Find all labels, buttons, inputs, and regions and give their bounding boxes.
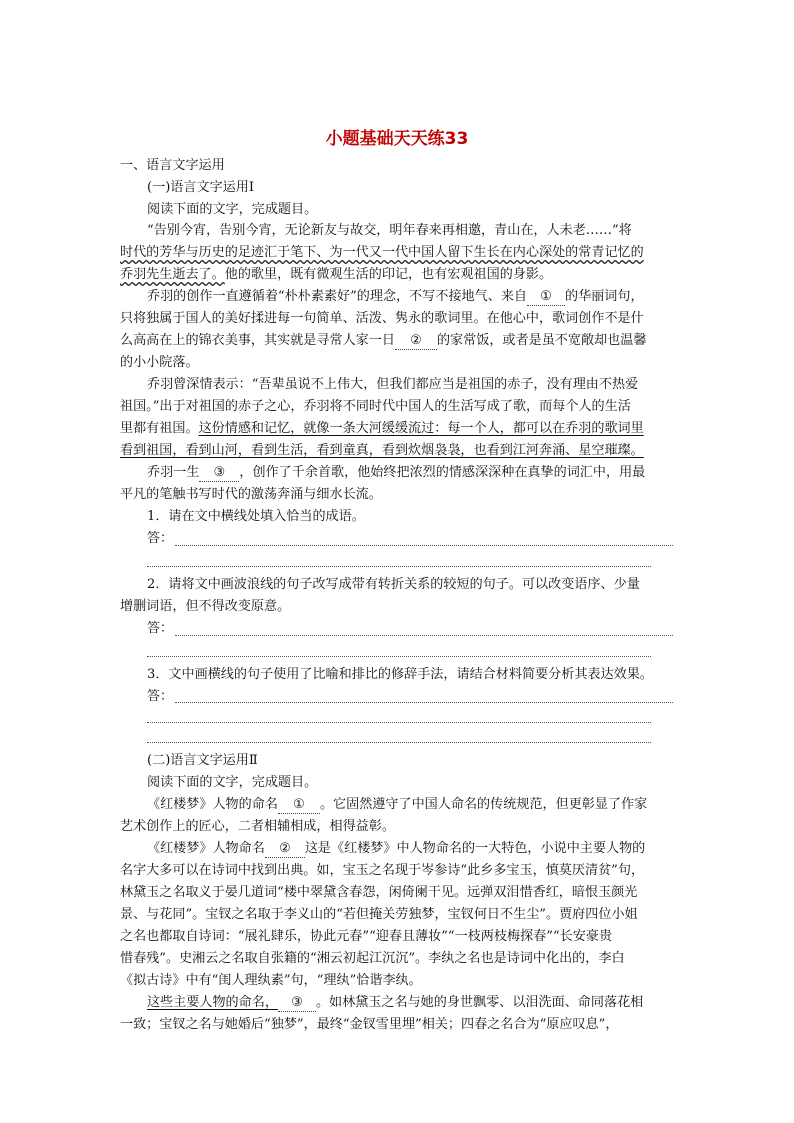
passage1-line: 乔羽一生 ③ ，创作了千余首歌，他始终把浓烈的情感深深种在真挚的词汇中，用最 xyxy=(147,465,646,480)
passage2-line: 名字大多可以在诗词中找到出典。如，宝玉之名现于岑参诗“此乡多宝玉，慎莫厌清贫”句， xyxy=(120,863,645,878)
passage2-line: 林黛玉之名取义于晏几道词“楼中翠黛含春怨，闲倚阑干见。远弹双泪惜香红，暗恨玉颜光 xyxy=(120,885,638,900)
passage1-line: 乔羽曾深情表示：“吾辈虽说不上伟大，但我们都应当是祖国的赤子，没有理由不热爱 xyxy=(147,377,639,392)
blank-3: ③ xyxy=(199,465,239,482)
passage2-line: 之名也都取自诗词：“展礼肆乐，协此元春”“迎春且薄妆”“一枝两枝梅探春”“长安豪贵 xyxy=(120,929,613,944)
blank-1: ① xyxy=(278,797,320,814)
answer-line[interactable] xyxy=(147,722,651,723)
passage2-line: 惜春残”。史湘云之名取自张籍的“湘云初起江沉沉”。李纨之名也是诗词中化出的，李白 xyxy=(120,951,625,966)
passage1-line: 里都有祖国。这份情感和记忆，就像一条大河缓缓流过：每一个人，都可以在乔羽的歌词里 xyxy=(120,421,644,436)
answer-line[interactable] xyxy=(147,656,651,657)
blank-2: ② xyxy=(395,333,437,350)
question-2-cont: 增删词语，但不得改变原意。 xyxy=(120,599,291,614)
subsection-heading-2: (二)语言文字运用Ⅱ xyxy=(147,753,258,768)
passage1-line: 平凡的笔触书写时代的激荡奔涌与细水长流。 xyxy=(120,487,382,502)
wavy-sentence-end: 乔羽先生逝去了。 xyxy=(120,267,225,282)
passage1-line: 乔羽先生逝去了。他的歌里，既有微观生活的印记，也有宏观祖国的身影。 xyxy=(120,267,553,282)
blank-1: ① xyxy=(527,289,565,306)
passage1-line: “告别今宵，告别今宵，无论新友与故交，明年春来再相邀，青山在，人未老……”将 xyxy=(147,223,632,238)
wavy-sentence-line xyxy=(120,242,644,264)
answer-line[interactable] xyxy=(147,566,651,567)
underlined-sentence-end: 看到祖国，看到山河，看到生活，看到童真，看到炊烟袅袅，也看到江河奔涌、星空璀璨。 xyxy=(120,443,644,458)
answer-line[interactable] xyxy=(175,702,673,703)
section-heading: 一、语言文字运用 xyxy=(120,158,225,173)
subsection-heading-1: (一)语言文字运用Ⅰ xyxy=(147,180,255,195)
answer-line[interactable] xyxy=(175,635,673,636)
wavy-sentence: 时代的芳华与历史的足迹汇于笔下、为一代又一代中国人留下生长在内心深处的常青记忆的 xyxy=(120,245,644,260)
passage2-line: 一致；宝钗之名与她婚后“独梦”，最终“金钗雪里埋”相关；四春之名合为“原应叹息”， xyxy=(120,1017,619,1032)
answer-label: 答： xyxy=(147,621,174,636)
page-title: 小题基础天天练33 xyxy=(325,129,469,149)
passage1-line: 么高高在上的锦衣美事，其实就是寻常人家一日 ② 的家常饭，或者是虽不宽敞却也温馨 xyxy=(120,333,647,348)
blank-3: ③ xyxy=(278,995,316,1012)
passage1-line: 的小小院落。 xyxy=(120,355,199,370)
answer-line[interactable] xyxy=(147,742,651,743)
instruction-2: 阅读下面的文字，完成题目。 xyxy=(147,775,318,790)
question-1: 1．请在文中横线处填入恰当的成语。 xyxy=(147,509,365,524)
question-2: 2．请将文中画波浪线的句子改写成带有转折关系的较短的句子。可以改变语序、少量 xyxy=(147,577,640,592)
answer-line[interactable] xyxy=(175,545,673,546)
question-3: 3．文中画横线的句子使用了比喻和排比的修辞手法，请结合材料简要分析其表达效果。 xyxy=(147,667,653,682)
answer-label: 答： xyxy=(147,531,174,546)
passage2-line: 《红楼梦》人物的命名 ① 。它固然遵守了中国人命名的传统规范，但更彰显了作家 xyxy=(147,797,648,812)
passage2-line: 艺术创作上的匠心，二者相辅相成，相得益彰。 xyxy=(120,819,395,834)
answer-label: 答： xyxy=(147,689,174,704)
underlined-sentence-line xyxy=(120,440,644,462)
instruction-1: 阅读下面的文字，完成题目。 xyxy=(147,202,318,217)
passage1-line: 祖国。”出于对祖国的赤子之心，乔羽将不同时代中国人的生活写成了歌，而每个人的生活 xyxy=(120,399,631,414)
passage1-line: 乔羽的创作一直遵循着“朴朴素素好”的理念，不写不接地气、来自 ① 的华丽词句， xyxy=(147,289,644,304)
underlined-sentence: 这份情感和记忆，就像一条大河缓缓流过：每一个人，都可以在乔羽的歌词里 xyxy=(198,421,644,436)
passage2-line: 《拟古诗》中有“闺人理纨素”句，“理纨”恰谐李纨。 xyxy=(120,973,422,988)
blank-2: ② xyxy=(265,841,305,858)
passage2-line: 这些主要人物的命名， ③ 。如林黛玉之名与她的身世飘零、以泪洗面、命同落花相 xyxy=(147,995,644,1010)
passage1-line: 只将独属于国人的美好揉进每一句简单、活泼、隽永的歌词里。在他心中，歌词创作不是什 xyxy=(120,311,644,326)
passage2-line: 景、与花同”。宝钗之名取于李义山的“若但掩关劳独梦，宝钗何日不生尘”。贾府四位小姐 xyxy=(120,907,638,922)
passage2-line: 《红楼梦》人物命名 ② 这是《红楼梦》中人物命名的一大特色，小说中主要人物的 xyxy=(147,841,646,856)
underlined-phrase: 这些主要人物的命名， xyxy=(147,995,278,1010)
